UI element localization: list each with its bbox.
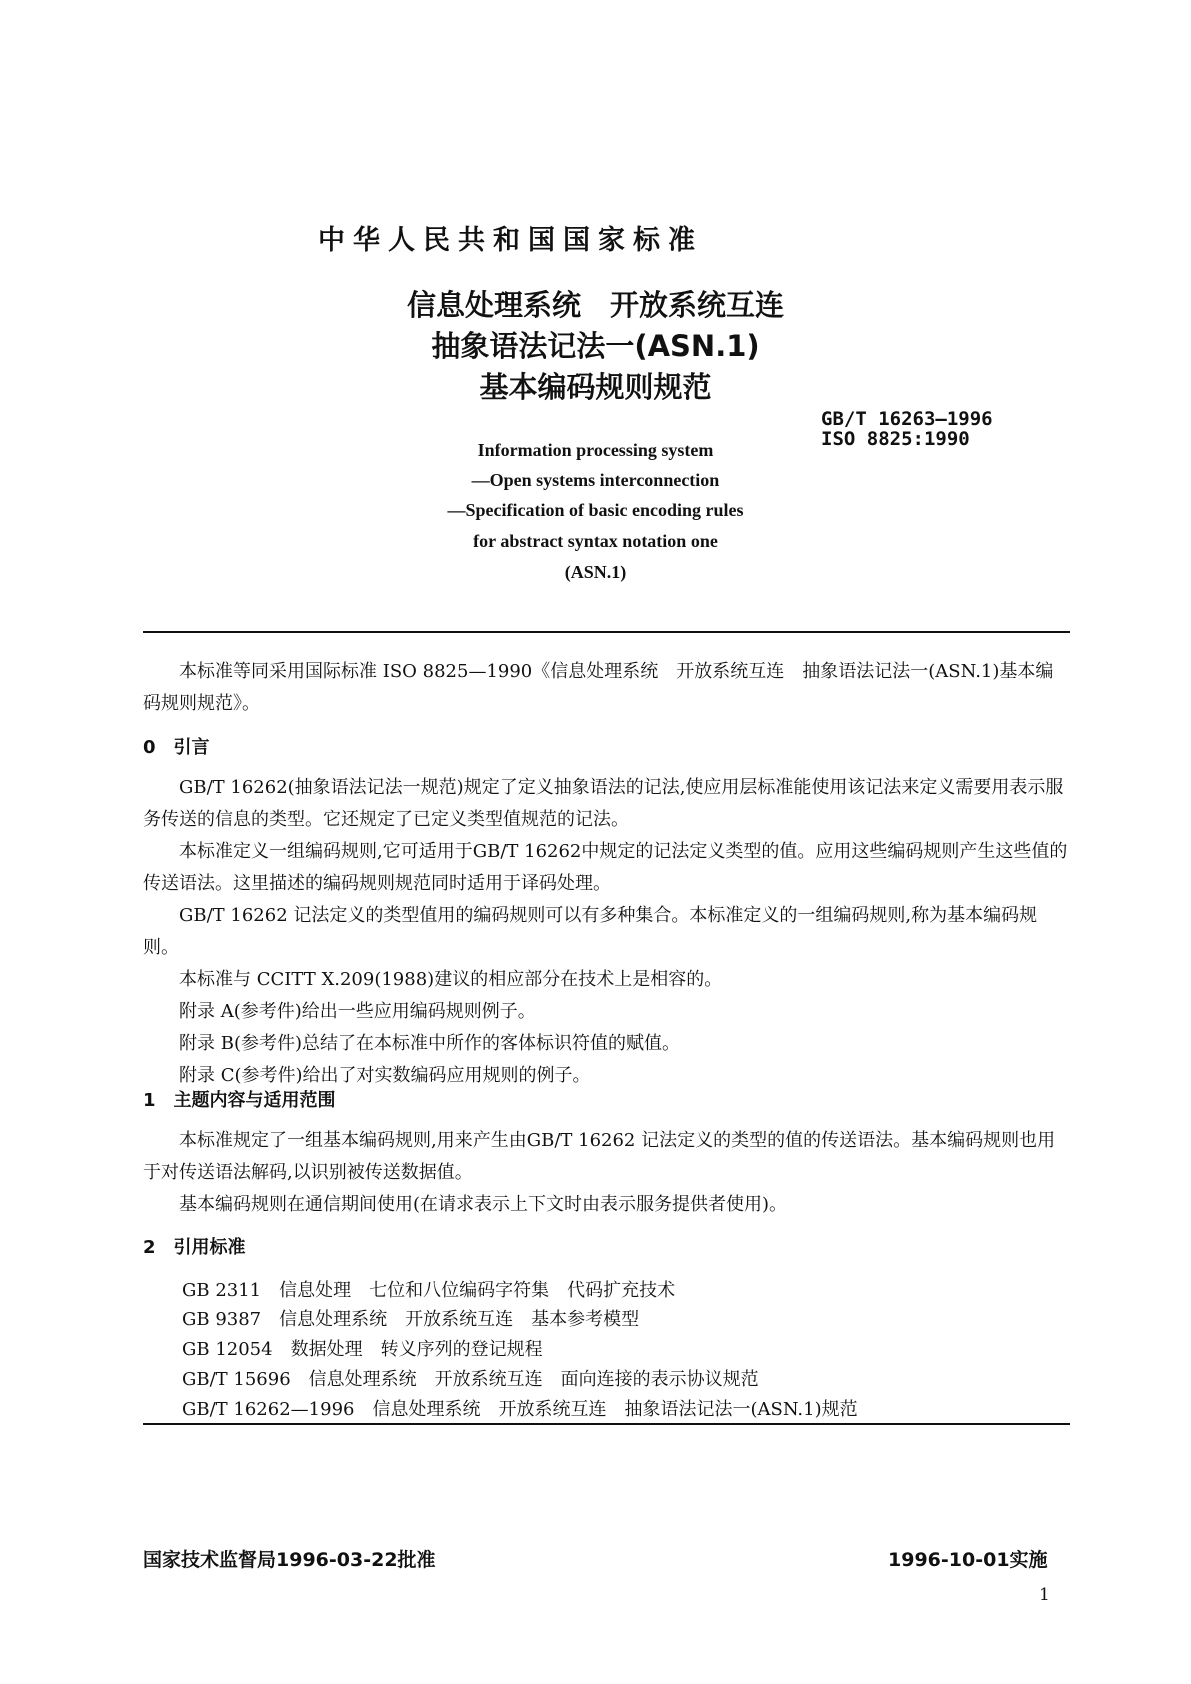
title-cn-line-3: 基本编码规则规范 xyxy=(479,370,712,404)
section-0-paragraph: 附录 C(参考件)给出了对实数编码应用规则的例子。 xyxy=(179,1065,591,1086)
title-en-line-2: —Open systems interconnection xyxy=(471,470,720,490)
standard-number-iso: ISO 8825:1990 xyxy=(821,428,970,450)
section-0-heading: 0 引言 xyxy=(143,737,210,758)
section-0-paragraph: GB/T 16262 记法定义的类型值用的编码规则可以有多种集合。本标准定义的一组编码规则,称为基本编码规则。 xyxy=(143,905,1038,958)
reference-item: GB/T 15696 信息处理系统 开放系统互连 面向连接的表示协议规范 xyxy=(182,1369,759,1390)
approval-date: 国家技术监督局1996-03-22批准 xyxy=(143,1549,436,1571)
section-1-paragraph: 基本编码规则在通信期间使用(在请求表示上下文时由表示服务提供者使用)。 xyxy=(179,1194,788,1215)
section-0-paragraph: 附录 B(参考件)总结了在本标准中所作的客体标识符值的赋值。 xyxy=(179,1033,680,1054)
effective-date: 1996-10-01实施 xyxy=(888,1549,1048,1571)
reference-item: GB 9387 信息处理系统 开放系统互连 基本参考模型 xyxy=(182,1309,640,1330)
intro-paragraph: 本标准等同采用国际标准 ISO 8825—1990《信息处理系统 开放系统互连 抽象语法记法一(ASN.1)基本编码规则规范》。 xyxy=(143,661,1054,714)
section-2-heading: 2 引用标准 xyxy=(143,1237,246,1258)
section-0-paragraph: GB/T 16262(抽象语法记法一规范)规定了定义抽象语法的记法,使应用层标准能使用该记法来定义需要用表示服务传送的信息的类型。它还规定了已定义类型值规范的记法。 xyxy=(143,777,1064,830)
page-number: 1 xyxy=(1039,1585,1050,1605)
title-en-line-3: —Specification of basic encoding rules xyxy=(447,500,744,520)
section-1-heading: 1 主题内容与适用范围 xyxy=(143,1090,336,1111)
bottom-divider xyxy=(143,1423,1070,1425)
title-en-line-4: for abstract syntax notation one xyxy=(473,531,718,551)
section-1-body xyxy=(143,1125,1070,1221)
title-cn-line-2: 抽象语法记法一(ASN.1) xyxy=(431,329,760,363)
title-en-line-1: Information processing system xyxy=(477,440,714,460)
top-divider xyxy=(143,631,1070,633)
section-0-body xyxy=(143,772,1070,1092)
section-0-paragraph: 本标准与 CCITT X.209(1988)建议的相应部分在技术上是相容的。 xyxy=(179,969,723,990)
standard-number-gb: GB/T 16263—1996 xyxy=(821,408,993,430)
reference-item: GB 2311 信息处理 七位和八位编码字符集 代码扩充技术 xyxy=(182,1280,676,1301)
reference-item: GB 12054 数据处理 转义序列的登记规程 xyxy=(182,1339,543,1360)
title-en-line-5: (ASN.1) xyxy=(564,562,627,582)
section-0-paragraph: 本标准定义一组编码规则,它可适用于GB/T 16262中规定的记法定义类型的值。应用这些编码规则产生这些值的传送语法。这里描述的编码规则规范同时适用于译码处理。 xyxy=(143,841,1068,894)
section-1-paragraph: 本标准规定了一组基本编码规则,用来产生由GB/T 16262 记法定义的类型的值的传送语法。基本编码规则也用于对传送语法解码,以识别被传送数据值。 xyxy=(143,1130,1056,1183)
national-standard-label: 中华人民共和国国家标准 xyxy=(318,225,703,256)
reference-item: GB/T 16262—1996 信息处理系统 开放系统互连 抽象语法记法一(ASN.1)规范 xyxy=(182,1399,858,1420)
intro-block xyxy=(143,656,1070,720)
section-0-paragraph: 附录 A(参考件)给出一些应用编码规则例子。 xyxy=(179,1001,536,1022)
title-cn-line-1: 信息处理系统 开放系统互连 xyxy=(406,288,784,322)
